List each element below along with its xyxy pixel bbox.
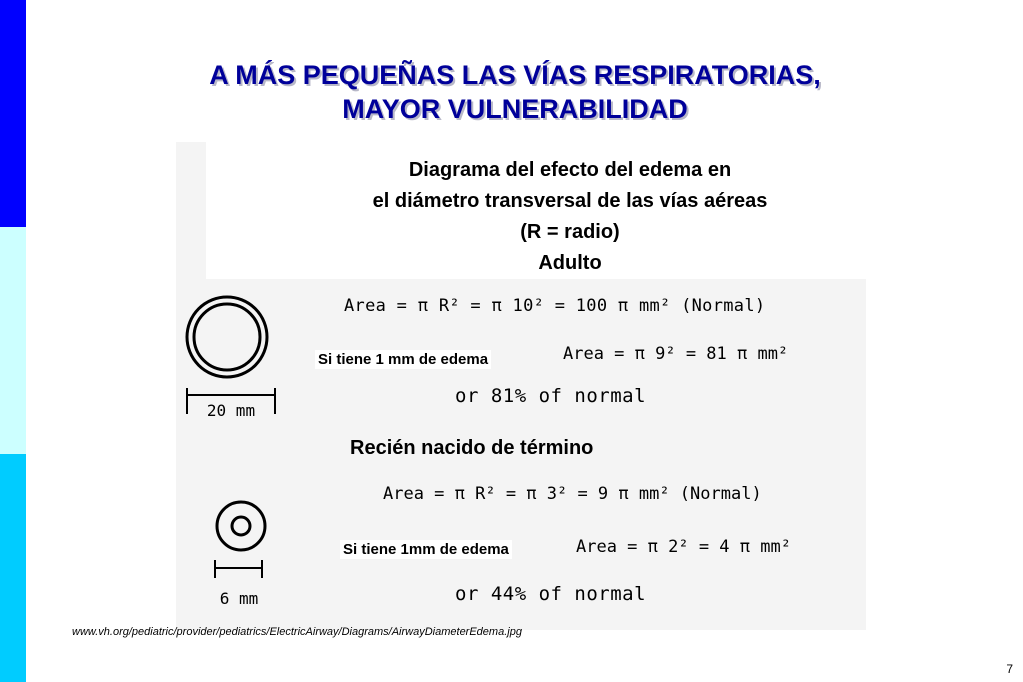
decorative-bar-bottom (0, 454, 26, 682)
newborn-equation-normal: Area = π R² = π 3² = 9 π mm² (Normal) (383, 484, 762, 504)
adult-equation-normal: Area = π R² = π 10² = 100 π mm² (Normal) (344, 296, 766, 316)
adult-result: or 81% of normal (455, 385, 647, 407)
slide-title-line-2: MAYOR VULNERABILIDAD (342, 94, 688, 124)
adult-airway-diagram (180, 292, 280, 422)
slide-title (120, 58, 910, 126)
newborn-size-label: 6 mm (219, 589, 259, 608)
diagram-caption (270, 155, 870, 279)
caption-line-3: (R = radio) (520, 221, 620, 243)
caption-line-1: Diagrama del efecto del edema en (408, 159, 732, 181)
adult-size-label: 20 mm (206, 401, 256, 420)
newborn-result: or 44% of normal (455, 583, 647, 605)
newborn-airway-outer-ring (217, 502, 265, 550)
adult-airway-inner-ring (194, 304, 260, 370)
adult-airway-outer-ring (187, 297, 267, 377)
source-url: www.vh.org/pediatric/provider/pediatrics/ElectricAirway/Diagrams/AirwayDiameterEdema.jpg (72, 626, 522, 638)
caption-line-2: el diámetro transversal de las vías aéreas (372, 190, 768, 212)
newborn-equation-edema: Area = π 2² = 4 π mm² (576, 537, 791, 557)
caption-adult-label: Adulto (538, 252, 602, 274)
newborn-heading: Recién nacido de término (350, 437, 594, 459)
adult-edema-note: Si tiene 1 mm de edema (315, 350, 491, 369)
slide-title-line-1: A MÁS PEQUEÑAS LAS VÍAS RESPIRATORIAS, (209, 60, 821, 90)
decorative-bar-top (0, 0, 26, 227)
adult-equation-edema: Area = π 9² = 81 π mm² (563, 344, 789, 364)
newborn-edema-note: Si tiene 1mm de edema (340, 540, 512, 559)
newborn-airway-diagram (206, 498, 276, 610)
decorative-bar-middle (0, 227, 26, 454)
page-number: 7 (1006, 662, 1013, 676)
newborn-airway-inner-ring (232, 517, 250, 535)
